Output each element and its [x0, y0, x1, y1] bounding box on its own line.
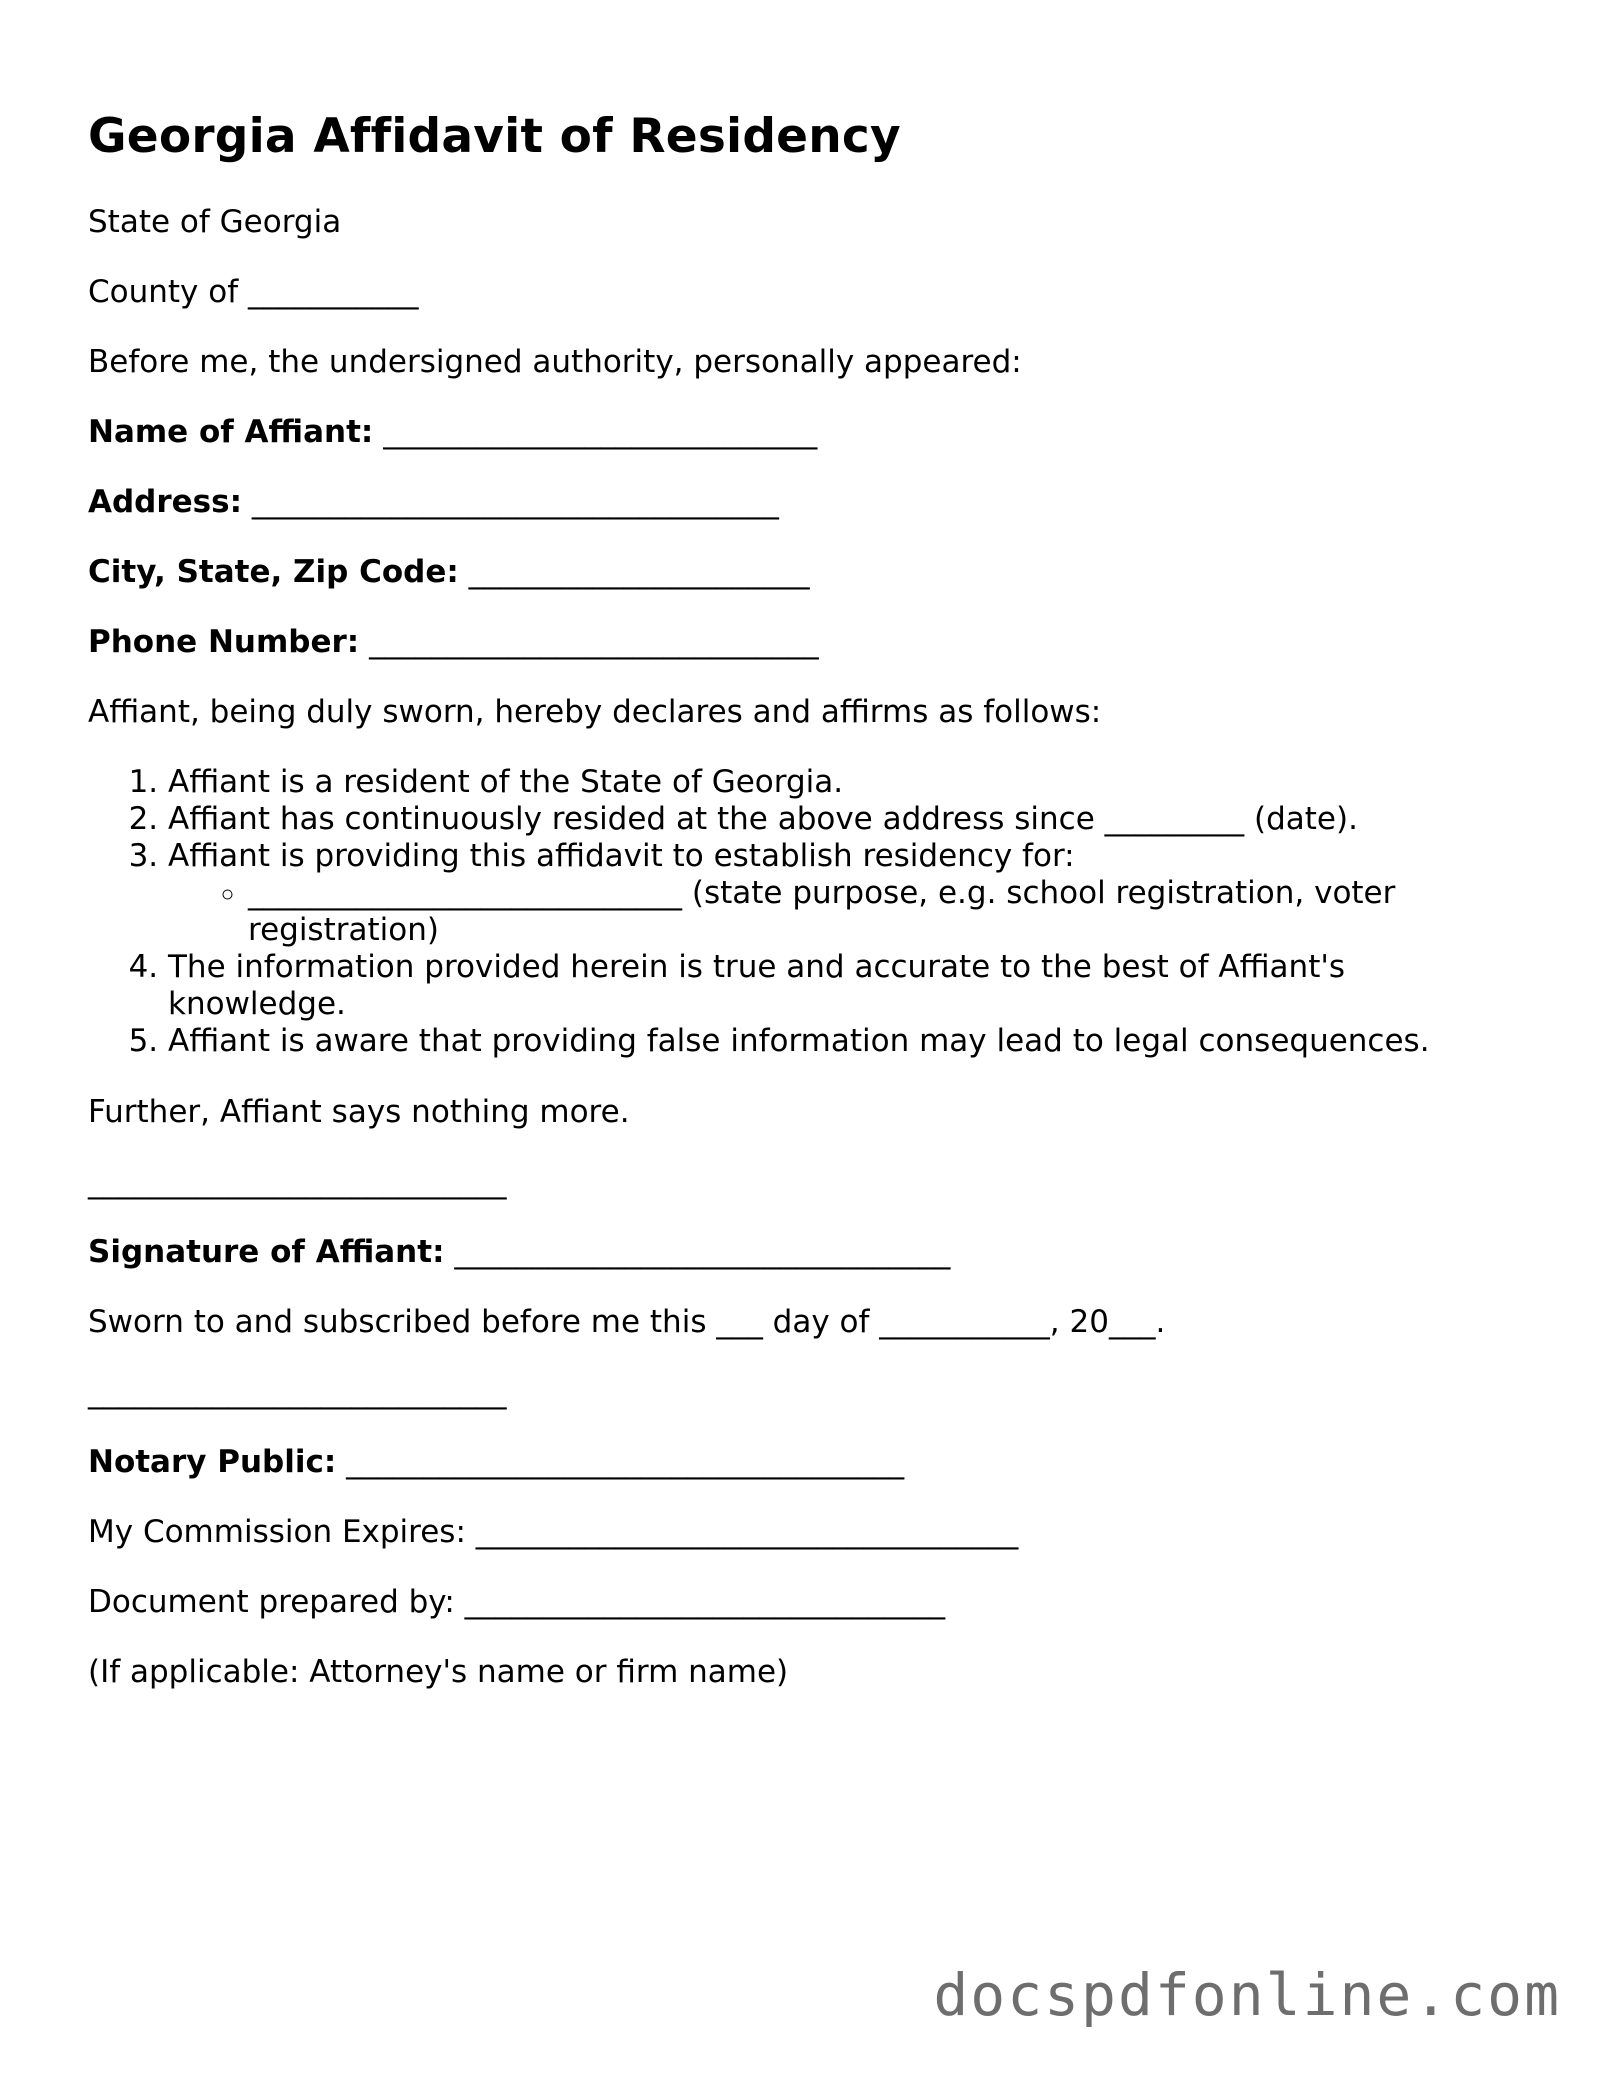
- notary-field: [88, 1444, 1508, 1480]
- list-item: [168, 949, 1508, 1023]
- declaration-list: [88, 764, 1508, 1060]
- name-field: [88, 414, 1508, 450]
- address-label: Address:: [88, 484, 242, 520]
- list-item-text: Affiant is aware that providing false information may lead to legal consequences.: [168, 1023, 1430, 1059]
- list-item: [168, 838, 1508, 949]
- list-item-text: Affiant has continuously resided at the above address since _________ (date).: [168, 801, 1358, 837]
- city-field: [88, 554, 1508, 590]
- signature-blank-line: ___________________________: [88, 1164, 507, 1200]
- signature-blank: ________________________________: [454, 1234, 951, 1270]
- city-blank: ______________________: [468, 554, 810, 590]
- list-item: [168, 764, 1508, 801]
- phone-field: [88, 624, 1508, 660]
- list-item: [168, 1023, 1508, 1060]
- list-item-text: Affiant is a resident of the State of Georgia.: [168, 764, 844, 800]
- city-label: City, State, Zip Code:: [88, 554, 459, 590]
- watermark-text: docspdfonline.com: [933, 1961, 1561, 2029]
- list-item: [168, 801, 1508, 838]
- notary-label: Notary Public:: [88, 1444, 337, 1480]
- document-content: [88, 108, 1508, 1724]
- signature-label: Signature of Affiant:: [88, 1234, 445, 1270]
- sub-list-item: [248, 875, 1508, 949]
- closing-text: Further, Affiant says nothing more.: [88, 1094, 630, 1130]
- sub-list-item-text: ____________________________ (state purpose, e.g. school registration, voter registration): [248, 875, 1396, 948]
- phone-blank: _____________________________: [369, 624, 819, 660]
- intro-text: Before me, the undersigned authority, personally appeared:: [88, 344, 1022, 380]
- sub-list: [168, 875, 1508, 949]
- prepared-by-line: Document prepared by: _______________________________: [88, 1584, 946, 1620]
- notary-blank: ____________________________________: [346, 1444, 905, 1480]
- document-title: Georgia Affidavit of Residency: [88, 109, 901, 164]
- applicable-note: (If applicable: Attorney's name or firm name): [88, 1654, 789, 1690]
- notary-blank-line: ___________________________: [88, 1374, 507, 1410]
- list-item-text: The information provided herein is true and accurate to the best of Affiant's knowledge.: [168, 949, 1346, 1022]
- county-line: County of ___________: [88, 274, 419, 310]
- phone-label: Phone Number:: [88, 624, 360, 660]
- list-item-text: Affiant is providing this affidavit to establish residency for:: [168, 838, 1075, 874]
- address-field: [88, 484, 1508, 520]
- address-blank: __________________________________: [251, 484, 779, 520]
- commission-line: My Commission Expires: ___________________________________: [88, 1514, 1019, 1550]
- sworn-line: Sworn to and subscribed before me this ___ day of ___________, 20___.: [88, 1304, 1166, 1340]
- name-label: Name of Affiant:: [88, 414, 374, 450]
- declaration-intro: Affiant, being duly sworn, hereby declares and affirms as follows:: [88, 694, 1102, 730]
- name-blank: ____________________________: [383, 414, 818, 450]
- signature-field: [88, 1234, 1508, 1270]
- state-line: State of Georgia: [88, 204, 342, 240]
